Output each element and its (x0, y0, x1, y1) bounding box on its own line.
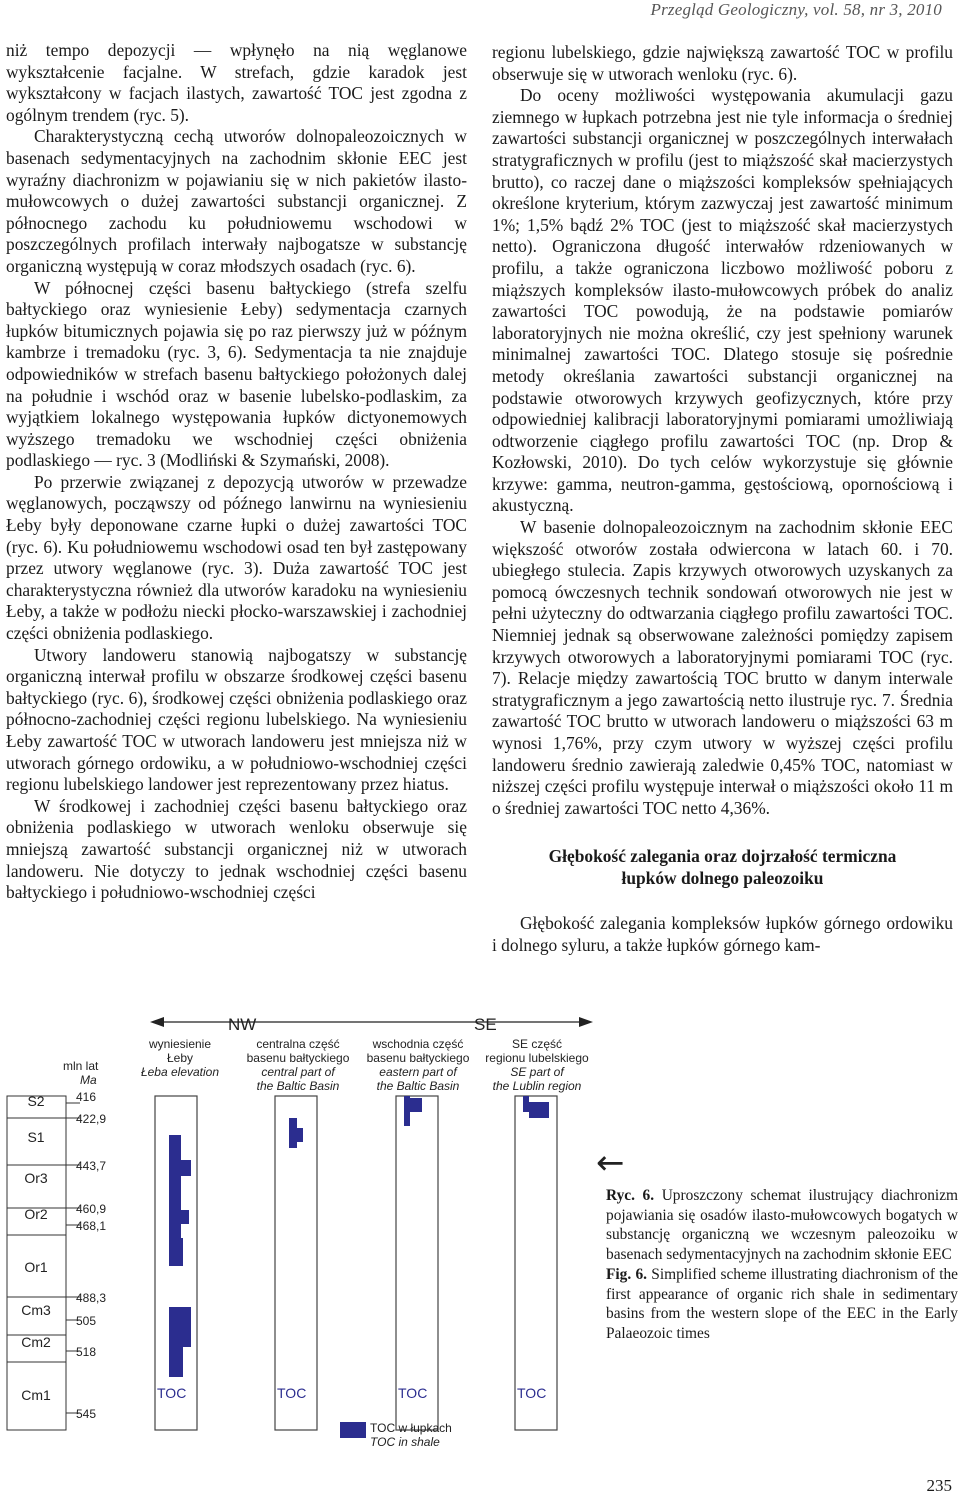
paragraph: niż tempo depozycji — wpłynęło na nią węglanowe wykształcenie facjalne. W strefach, gdzie karadok jest wykształcony w facjach ilastych, zawartość TOC jest zgodna z ogólnym trendem (ryc. 5). (6, 40, 467, 125)
column-title-en: the Baltic Basin (376, 1079, 460, 1093)
age-label: 468,1 (76, 1219, 107, 1233)
toc-shale-bar (169, 1135, 181, 1255)
paragraph: Do oceny możliwości występowania akumulacji gazu ziemnego w łupkach potrzebna jest nie tyle informacja o średniej zawartości substancji organicznej w poszczególnych interwałach stratygraficznych w profilu (jest to miąższość skał macierzystych brutto), co raczej dane o miąższości kompleksów spełniających określone kryterium, którym zazwyczaj jest zawartość minimum 1%; 1,5% bądź 2% TOC (jest to miąższość skał macierzystych netto). Ograniczona długość interwałów rdzeniowanych w profilu, a także ograniczona liczbowo możliwość poboru z miąższych kompleksów ilasto-mułowcowych próbek do analiz zawartości TOC powodują, że na podstawie pomiarów laboratoryjnych nie można określić, czy jest spełniony warunek minimalnej zawartości TOC. Dlatego stosuje się pośrednie metody określania zawartości substancji organicznej na podstawie otworowych krzywych geofizycznych, które przy odpowiedniej kalibracji laboratoryjnymi pomiarami umożliwiają odtworzenie ciągłego profilu zawartości TOC (np. Drop & Kozłowski, 2010). Do tych celów wykorzystuje się głównie krzywe: gamma, neutron-gamma, gęstościową, opornościową i akustyczną. (492, 85, 953, 516)
paragraph: Utwory landoweru stanowią najbogatszy w substancję organiczną interwał profilu w obszarze środkowej części basenu bałtyckiego (ryc. 6), środkowej części obniżenia podlaskiego oraz północno-zachodniej części regionu lubelskiego. Na wyniesieniu Łeby zawartość TOC w utworach landoweru jest mniejsza niż w utworach górnego ordowiku, a w południowo-wschodniej części regionu lubelskiego landower jest reprezentowany przez hiatus. (6, 644, 467, 795)
column-title: regionu lubelskiego (485, 1051, 589, 1065)
paragraph: regionu lubelskiego, gdzie największą zawartość TOC w profilu obserwuje się w utworach wenloku (ryc. 6). (492, 42, 953, 84)
toc-shale-bar (529, 1102, 549, 1118)
column-title-en: Łeba elevation (140, 1065, 220, 1079)
column-title: Łeby (166, 1051, 194, 1065)
journal-header: Przegląd Geologiczny, vol. 58, nr 3, 2010 (650, 0, 942, 19)
column-title: basenu bałtyckiego (246, 1051, 350, 1065)
legend-swatch (340, 1422, 366, 1438)
column-title-en: central part of (261, 1065, 335, 1079)
toc-shale-bar (169, 1347, 183, 1377)
toc-shale-bar (169, 1307, 191, 1347)
paragraph: W północnej części basenu bałtyckiego (strefa szelfu bałtyckiego oraz wyniesienie Łeby) sedymentacja czarnych łupków bitumicznych pojawia się po raz pierwszy już w późnym kambrze i tremadoku (ryc. 3, 6). Sedymentacja ta nie znajduje odpowiedników w strefach basenu bałtyckiego położonych dalej na południe i wschód oraz w basenie lubelsko-podlaskim, za wyjątkiem lokalnego występowania łupków dictyonemowych wyższego tremadoku we wschodniej części obniżenia podlaskiego — ryc. 3 (Modliński & Szymański, 2008). (6, 277, 467, 471)
basin-column-frame (515, 1096, 557, 1430)
diachronism-scheme (0, 1010, 600, 1450)
paragraph: Charakterystyczną cechą utworów dolnopaleozoicznych w basenach sedymentacyjnych na zachodnim skłonie EEC jest wyraźny diachronizm w pojawianiu się w nich pakietów ilasto-mułowcowych o dużej zawartości substancji organicznej. Z północnego zachodu ku południowemu wschodowi w poszczególnych profilach interwały najbogatsze w substancję organiczną występują w coraz młodszych osadach (ryc. 6). (6, 126, 467, 276)
section-title (492, 845, 953, 889)
age-label: 488,3 (76, 1291, 107, 1305)
column-title-en: SE part of (510, 1065, 564, 1079)
caption-text: Simplified scheme illustrating diachronism of the first appearance of organic rich shale in sedimentary basins from the western slope of the EEC in the Early Palaeozoic times (606, 1265, 958, 1342)
paragraph: Po przerwie związanej z depozycją utworów w przewadze węglanowych, począwszy od późnego lanwirnu na wyniesieniu Łeby były deponowane czarne łupki o dużej zawartości TOC (ryc. 6). Ku południowemu wschodowi osad ten był zastępowany przez utwory węglanowe (ryc. 3). Duża zawartość TOC jest charakterystyczna również dla utworów karadoku na wyniesieniu Łeby, a także w podłożu niecki płocko-warszawskiej i zachodniej części obniżenia podlaskiego. (6, 471, 467, 644)
age-label: 460,9 (76, 1202, 107, 1216)
unit-label: Cm3 (21, 1302, 51, 1318)
age-label: 545 (76, 1407, 97, 1421)
caption-pl (606, 1186, 958, 1265)
caption-en (606, 1265, 958, 1344)
page-number: 235 (926, 1476, 952, 1495)
basin-column-frame (396, 1096, 438, 1430)
toc-shale-bar (169, 1238, 183, 1266)
section-title-line: łupków dolnego paleozoiku (621, 868, 824, 889)
toc-axis-label: TOC (398, 1385, 428, 1401)
age-label: 505 (76, 1314, 97, 1328)
unit-label: S2 (27, 1093, 45, 1109)
arrow-head-right-icon (579, 1017, 593, 1027)
age-label: 518 (76, 1345, 97, 1359)
section-title-line: Głębokość zalegania oraz dojrzałość termiczna (548, 846, 897, 867)
left-column (6, 40, 467, 904)
column-title-en: the Lublin region (492, 1079, 582, 1093)
paragraph: W środkowej i zachodniej części basenu bałtyckiego oraz obniżenia podlaskiego w utworach wenloku obserwuje się mniejszą zawartość substancji organicznej niż w utworach landoweru. Nie dotyczy to jednak wschodniej części basenu bałtyckiego i południowo-wschodniej części (6, 795, 467, 903)
unit-label: Or2 (24, 1206, 48, 1222)
column-title: wyniesienie (148, 1037, 212, 1051)
paragraph: W basenie dolnopaleozoicznym na zachodnim skłonie EEC większość otworów została odwiercona w latach 60. i 70. ubiegłego stulecia. Zapis krzywych otworowych uzyskanych za pomocą ówczesnych technik sondowań otworowych nie jest w pełni użyteczny do odtwarzania ciągłego profilu zawartości TOC. Niemniej jednak są obserwowane zależności pomiędzy zapisem krzywych otworowych a laboratoryjnymi pomiarami TOC (ryc. 7). Relacje między zawartością TOC brutto w danym interwale stratygraficznym a jego zawartością netto ilustruje ryc. 7. Średnia zawartość TOC brutto w utworach landoweru o miąższości 63 m wynosi 1,76%, przy czym utwory w wyższej części profilu landoweru średnio zawierają zaledwie 0,45% TOC, natomiast w niższej części profilu występuje interwał o miąższości około 11 m o średniej zawartości TOC netto 4,36%. (492, 517, 953, 818)
unit-label: Cm2 (21, 1334, 51, 1350)
column-title: SE część (511, 1037, 563, 1051)
toc-shale-bar (169, 1210, 189, 1224)
toc-shale-bar (523, 1096, 529, 1112)
column-title: wschodnia część (372, 1037, 464, 1051)
age-label: 422,9 (76, 1112, 107, 1126)
unit-label: Cm1 (21, 1387, 51, 1403)
toc-shale-bar (169, 1160, 191, 1176)
toc-shale-bar (404, 1096, 410, 1126)
column-title: centralna część (256, 1037, 340, 1051)
unit-label: Or1 (24, 1259, 48, 1275)
caption-text: Uproszczony schemat ilustrujący diachronizm pojawiania się osadów ilasto-mułowcowych bogatych w substancję organiczną we wczesnym paleozoiku w basenach sedymentacyjnych na zachodnim skłonie EEC (606, 1187, 958, 1264)
toc-axis-label: TOC (517, 1385, 547, 1401)
se-label: SE (474, 1015, 497, 1034)
figure-caption (606, 1186, 958, 1344)
caption-label: Fig. 6. (606, 1265, 648, 1283)
age-label: 416 (76, 1090, 97, 1104)
figure-6 (0, 1010, 600, 1450)
legend-label-en: TOC in shale (370, 1435, 440, 1449)
age-header: mln lat (63, 1059, 99, 1073)
column-title-en: eastern part of (379, 1065, 457, 1079)
toc-axis-label: TOC (277, 1385, 307, 1401)
unit-label: Or3 (24, 1170, 48, 1186)
right-column (492, 42, 953, 957)
stratigraphic-column (7, 1090, 106, 1430)
caption-label: Ryc. 6. (606, 1187, 655, 1204)
age-header-unit: Ma (80, 1073, 97, 1087)
unit-label: S1 (27, 1129, 45, 1145)
toc-shale-bar (410, 1098, 422, 1112)
arrow-head-left-icon (150, 1017, 164, 1027)
column-title-en: the Baltic Basin (256, 1079, 340, 1093)
column-title: basenu bałtyckiego (366, 1051, 470, 1065)
toc-shale-bar (289, 1128, 303, 1142)
toc-axis-label: TOC (157, 1385, 187, 1401)
legend-label-pl: TOC w łupkach (370, 1421, 452, 1435)
basin-columns (141, 1037, 589, 1430)
paragraph: Głębokość zalegania kompleksów łupków górnego ordowiku i dolnego syluru, a także łupków górnego kam- (492, 913, 953, 955)
age-label: 443,7 (76, 1159, 107, 1173)
arrow-left-icon: ← (596, 1143, 625, 1183)
nw-label: NW (228, 1015, 257, 1034)
